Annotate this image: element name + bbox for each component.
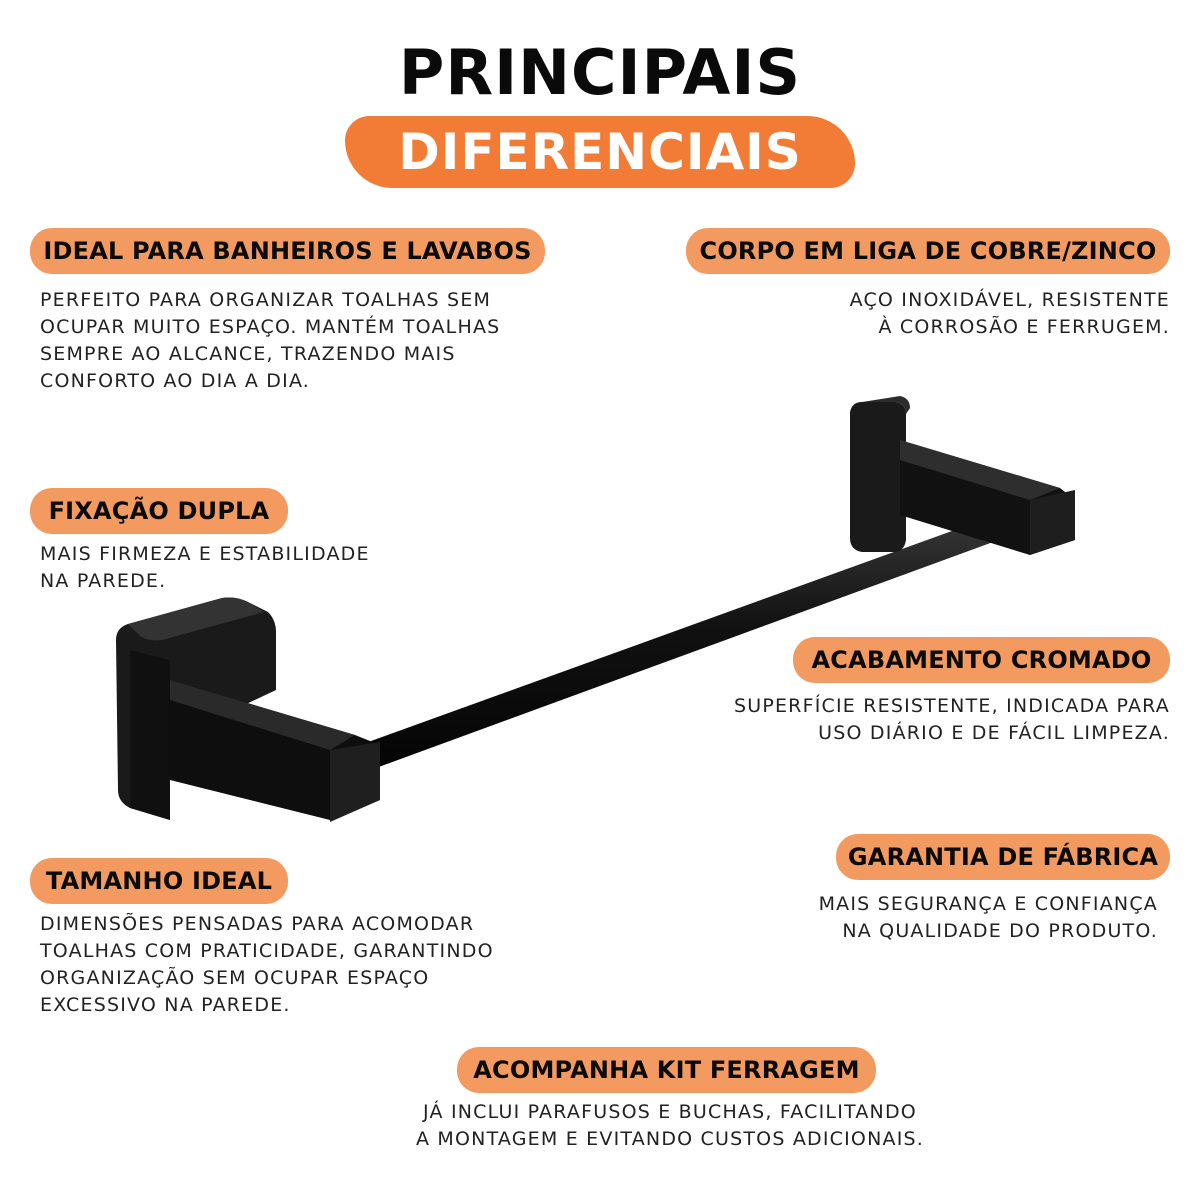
feature-tamanho-badge [30,858,288,904]
feature-acabamento-label: ACABAMENTO CROMADO [811,646,1152,674]
feature-fixacao-text: MAIS FIRMEZA E ESTABILIDADE NA PAREDE. [40,543,370,592]
page-title: PRINCIPAIS [398,36,802,109]
feature-ideal-text: PERFEITO PARA ORGANIZAR TOALHAS SEM OCUPAR MUITO ESPAÇO. MANTÉM TOALHAS SEMPRE AO ALCANCE, TRAZENDO MAIS CONFORTO AO DIA A DIA. [40,289,501,392]
feature-corpo-text: AÇO INOXIDÁVEL, RESISTENTE À CORROSÃO E FERRUGEM. [849,289,1170,338]
subtitle-text: DIFERENCIAIS [398,123,802,181]
feature-acabamento-text: SUPERFÍCIE RESISTENTE, INDICADA PARA USO DIÁRIO E DE FÁCIL LIMPEZA. [733,695,1170,744]
feature-fixacao-label: FIXAÇÃO DUPLA [48,497,270,525]
feature-garantia-badge [836,834,1170,880]
feature-kit-badge [457,1047,876,1093]
right-mount [850,396,1075,555]
left-mount [116,598,380,823]
feature-garantia-label: GARANTIA DE FÁBRICA [847,843,1159,871]
feature-ideal-badge [30,228,545,274]
feature-kit-label: ACOMPANHA KIT FERRAGEM [473,1056,860,1084]
feature-fixacao-badge [30,488,288,534]
feature-garantia-text: MAIS SEGURANÇA E CONFIANÇA NA QUALIDADE DO PRODUTO. [818,893,1158,942]
feature-ideal-label: IDEAL PARA BANHEIROS E LAVABOS [43,237,532,265]
feature-tamanho-label: TAMANHO IDEAL [45,867,273,895]
feature-tamanho-text: DIMENSÕES PENSADAS PARA ACOMODAR TOALHAS COM PRATICIDADE, GARANTINDO ORGANIZAÇÃO SEM OCUPAR ESPAÇO EXCESSIVO NA PAREDE. [40,913,494,1016]
feature-corpo-label: CORPO EM LIGA DE COBRE/ZINCO [699,237,1157,265]
feature-kit-text: JÁ INCLUI PARAFUSOS E BUCHAS, FACILITANDO A MONTAGEM E EVITANDO CUSTOS ADICIONAIS. [415,1101,925,1150]
feature-corpo-badge [686,228,1170,274]
feature-acabamento-badge [793,637,1170,683]
